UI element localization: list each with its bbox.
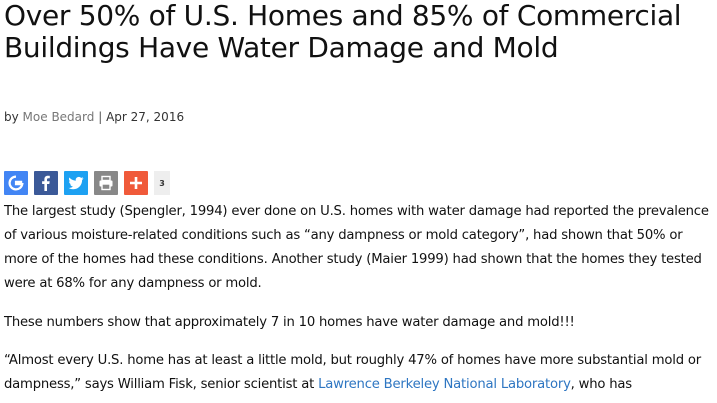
more-share-button[interactable]: [124, 171, 148, 195]
body-paragraph-1: The largest study (Spengler, 1994) ever done on U.S. homes with water damage had reported the prevalence of various moisture-related conditions such as “any dampness or mold category”, had shown that 50% or more of the homes had these conditions. Another study (Maier 1999) had shown that the homes they tested were at 68% for any dampness or mold.: [4, 204, 709, 291]
body-paragraph-3: [4, 349, 716, 397]
plus-icon: [128, 175, 144, 191]
byline-separator: |: [98, 110, 103, 124]
twitter-share-button[interactable]: [64, 171, 88, 195]
paragraph-text: , who has: [570, 377, 632, 392]
article-title: Over 50% of U.S. Homes and 85% of Commercial Buildings Have Water Damage and Mold: [4, 0, 682, 64]
share-bar: [4, 170, 170, 196]
print-icon: [98, 175, 114, 191]
twitter-icon: [68, 175, 84, 191]
facebook-share-button[interactable]: [34, 171, 58, 195]
share-count: 3: [154, 171, 170, 195]
body-paragraph-2: These numbers show that approximately 7 in 10 homes have water damage and mold!!!: [4, 315, 575, 330]
author-link[interactable]: Moe Bedard: [22, 110, 95, 124]
print-button[interactable]: [94, 171, 118, 195]
publish-date: Apr 27, 2016: [106, 110, 185, 124]
byline-prefix: by: [4, 110, 19, 124]
google-share-button[interactable]: [4, 171, 28, 195]
lbnl-link[interactable]: Lawrence Berkeley National Laboratory: [318, 377, 571, 392]
facebook-icon: [38, 175, 54, 191]
google-icon: [8, 175, 24, 191]
byline: [4, 109, 184, 125]
paragraph-text: “Almost every U.S. home has at least a little mold, but roughly 47% of homes have more substantial mold or dampness,” says William Fisk, senior scientist at: [4, 353, 701, 392]
